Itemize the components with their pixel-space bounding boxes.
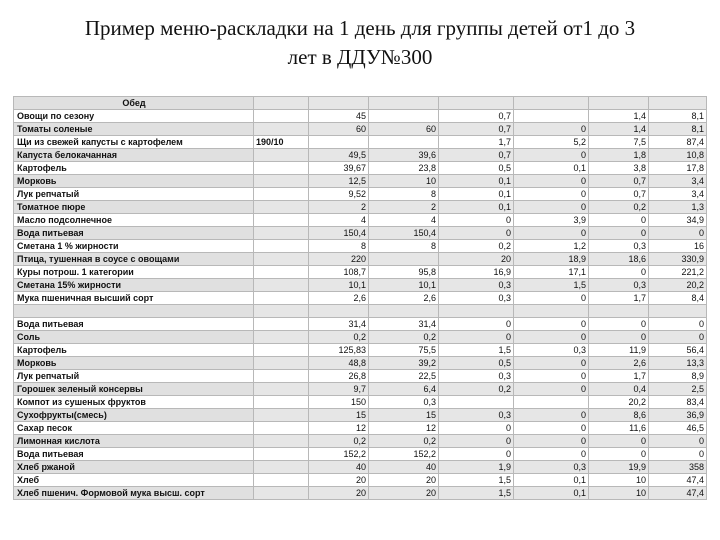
table-row	[14, 461, 707, 474]
row-value-cell	[514, 110, 589, 123]
row-value-cell: 0	[589, 318, 649, 331]
row-value-cell: 0,2	[309, 331, 369, 344]
table-row	[14, 188, 707, 201]
row-value-cell: 358	[649, 461, 707, 474]
row-value-cell: 0	[589, 435, 649, 448]
row-value-cell: 0	[649, 318, 707, 331]
row-value-cell: 0,4	[589, 383, 649, 396]
row-value-cell: 19,9	[589, 461, 649, 474]
row-value-cell: 11,9	[589, 344, 649, 357]
row-value-cell	[254, 435, 309, 448]
row-value-cell: 220	[309, 253, 369, 266]
row-value-cell	[254, 240, 309, 253]
row-value-cell: 10,8	[649, 149, 707, 162]
row-value-cell: 0	[514, 175, 589, 188]
row-value-cell: 0,3	[514, 461, 589, 474]
row-value-cell: 9,52	[309, 188, 369, 201]
row-value-cell: 0	[439, 448, 514, 461]
row-value-cell	[254, 396, 309, 409]
row-value-cell: 16	[649, 240, 707, 253]
row-name-cell: Щи из свежей капусты с картофелем	[14, 136, 254, 149]
row-value-cell	[254, 331, 309, 344]
row-value-cell: 56,4	[649, 344, 707, 357]
row-value-cell: 0	[514, 357, 589, 370]
table-row	[14, 305, 707, 318]
row-value-cell: 0,1	[514, 162, 589, 175]
row-value-cell: 0	[439, 227, 514, 240]
row-value-cell: 4	[369, 214, 439, 227]
row-value-cell: 95,8	[369, 266, 439, 279]
row-value-cell: 47,4	[649, 487, 707, 500]
row-value-cell: 15	[309, 409, 369, 422]
row-value-cell: 1,4	[589, 110, 649, 123]
row-value-cell: 40	[369, 461, 439, 474]
row-value-cell: 20	[309, 487, 369, 500]
row-value-cell: 6,4	[369, 383, 439, 396]
row-value-cell: 60	[309, 123, 369, 136]
row-value-cell: 8,1	[649, 123, 707, 136]
row-name-cell: Лук репчатый	[14, 370, 254, 383]
row-value-cell: 0	[439, 331, 514, 344]
row-value-cell: 0,2	[369, 435, 439, 448]
table-row	[14, 279, 707, 292]
row-value-cell: 0	[514, 123, 589, 136]
row-value-cell: 0	[589, 266, 649, 279]
row-name-cell: Морковь	[14, 357, 254, 370]
row-value-cell	[254, 422, 309, 435]
row-value-cell: 0	[514, 227, 589, 240]
row-value-cell: 0,3	[589, 279, 649, 292]
row-value-cell: 13,3	[649, 357, 707, 370]
row-value-cell: 0,2	[439, 383, 514, 396]
row-value-cell: 221,2	[649, 266, 707, 279]
page-title	[0, 14, 720, 72]
row-value-cell: 1,3	[649, 201, 707, 214]
row-name-cell: Сахар песок	[14, 422, 254, 435]
row-value-cell: 0,7	[439, 110, 514, 123]
row-value-cell: 0,7	[439, 123, 514, 136]
row-value-cell: 8	[369, 240, 439, 253]
row-value-cell	[309, 305, 369, 318]
row-name-cell: Вода питьевая	[14, 318, 254, 331]
row-value-cell: 0,3	[589, 240, 649, 253]
row-value-cell: 18,6	[589, 253, 649, 266]
row-name-cell: Горошек зеленый консервы	[14, 383, 254, 396]
row-value-cell: 18,9	[514, 253, 589, 266]
row-value-cell: 0	[514, 409, 589, 422]
row-value-cell: 0	[514, 201, 589, 214]
row-value-cell: 12	[309, 422, 369, 435]
row-value-cell: 8,4	[649, 292, 707, 305]
row-value-cell: 0	[514, 292, 589, 305]
table-row	[14, 175, 707, 188]
row-name-cell: Морковь	[14, 175, 254, 188]
row-value-cell	[254, 227, 309, 240]
row-value-cell	[254, 279, 309, 292]
row-value-cell: 2	[369, 201, 439, 214]
table-row	[14, 266, 707, 279]
row-value-cell	[254, 344, 309, 357]
row-name-cell: Овощи по сезону	[14, 110, 254, 123]
row-name-cell: Хлеб ржаной	[14, 461, 254, 474]
row-name-cell: Томатное пюре	[14, 201, 254, 214]
row-value-cell: 0	[514, 331, 589, 344]
row-value-cell: 1,5	[439, 474, 514, 487]
row-value-cell: 0,7	[439, 149, 514, 162]
row-name-cell: Картофель	[14, 344, 254, 357]
table-row	[14, 136, 707, 149]
row-value-cell: 108,7	[309, 266, 369, 279]
row-value-cell: 2	[309, 201, 369, 214]
row-value-cell	[254, 149, 309, 162]
row-value-cell: 9,7	[309, 383, 369, 396]
row-value-cell: 20	[369, 487, 439, 500]
row-value-cell	[254, 370, 309, 383]
row-value-cell	[254, 175, 309, 188]
row-value-cell: 23,8	[369, 162, 439, 175]
row-value-cell	[369, 110, 439, 123]
row-value-cell	[254, 123, 309, 136]
row-value-cell: 10,1	[309, 279, 369, 292]
row-value-cell: 48,8	[309, 357, 369, 370]
row-value-cell: 1,5	[514, 279, 589, 292]
row-value-cell: 0	[589, 214, 649, 227]
row-value-cell	[254, 318, 309, 331]
row-value-cell: 39,6	[369, 149, 439, 162]
row-value-cell	[254, 305, 309, 318]
row-value-cell: 0,1	[514, 474, 589, 487]
row-value-cell: 152,2	[369, 448, 439, 461]
row-value-cell: 190/10	[254, 136, 309, 149]
row-value-cell: 11,6	[589, 422, 649, 435]
row-name-cell: Сухофрукты(смесь)	[14, 409, 254, 422]
row-value-cell: 26,8	[309, 370, 369, 383]
row-value-cell: 10	[369, 175, 439, 188]
row-value-cell	[254, 188, 309, 201]
row-value-cell: 0	[514, 370, 589, 383]
row-value-cell: 0,2	[589, 201, 649, 214]
row-name-cell	[14, 305, 254, 318]
row-value-cell: 1,4	[589, 123, 649, 136]
row-value-cell: 0	[514, 448, 589, 461]
table-row	[14, 214, 707, 227]
row-name-cell: Вода питьевая	[14, 227, 254, 240]
row-value-cell: 20,2	[649, 279, 707, 292]
row-value-cell	[254, 253, 309, 266]
row-value-cell	[254, 292, 309, 305]
row-value-cell: 150,4	[309, 227, 369, 240]
row-value-cell: 31,4	[309, 318, 369, 331]
row-value-cell: 0	[439, 422, 514, 435]
row-value-cell: 5,2	[514, 136, 589, 149]
row-value-cell	[514, 396, 589, 409]
menu-table	[13, 96, 707, 500]
row-name-cell: Сметана 1 % жирности	[14, 240, 254, 253]
row-value-cell: 8	[309, 240, 369, 253]
row-value-cell	[514, 305, 589, 318]
row-value-cell: 8,9	[649, 370, 707, 383]
row-value-cell: 1,7	[589, 292, 649, 305]
row-value-cell: 40	[309, 461, 369, 474]
row-value-cell: 16,9	[439, 266, 514, 279]
table-row	[14, 396, 707, 409]
row-value-cell: 75,5	[369, 344, 439, 357]
row-value-cell: 87,4	[649, 136, 707, 149]
row-name-cell: Лимонная кислота	[14, 435, 254, 448]
row-value-cell: 3,8	[589, 162, 649, 175]
row-value-cell: 45	[309, 110, 369, 123]
row-value-cell: 39,2	[369, 357, 439, 370]
table-row	[14, 331, 707, 344]
row-value-cell: 1,7	[589, 370, 649, 383]
row-value-cell: 150	[309, 396, 369, 409]
row-value-cell: 0,3	[439, 409, 514, 422]
row-value-cell: 0,2	[369, 331, 439, 344]
row-value-cell: 0	[514, 318, 589, 331]
menu-spreadsheet	[13, 96, 706, 526]
table-row	[14, 344, 707, 357]
table-row	[14, 240, 707, 253]
row-value-cell: 0,3	[439, 292, 514, 305]
row-value-cell	[589, 305, 649, 318]
row-value-cell: 2,6	[589, 357, 649, 370]
row-value-cell: 0	[649, 331, 707, 344]
row-value-cell: 0	[439, 214, 514, 227]
row-value-cell: 17,1	[514, 266, 589, 279]
table-row	[14, 292, 707, 305]
row-value-cell: 8,1	[649, 110, 707, 123]
row-value-cell: 330,9	[649, 253, 707, 266]
row-value-cell: 31,4	[369, 318, 439, 331]
row-value-cell	[439, 305, 514, 318]
row-value-cell: 0,1	[439, 188, 514, 201]
row-value-cell: 0	[649, 435, 707, 448]
row-value-cell: 2,5	[649, 383, 707, 396]
row-value-cell	[254, 201, 309, 214]
table-row	[14, 435, 707, 448]
table-row	[14, 201, 707, 214]
row-value-cell: 10	[589, 487, 649, 500]
row-value-cell	[309, 136, 369, 149]
row-value-cell: 0,7	[589, 175, 649, 188]
row-value-cell: 152,2	[309, 448, 369, 461]
row-value-cell: 0,1	[439, 201, 514, 214]
row-name-cell: Капуста белокачанная	[14, 149, 254, 162]
title-line-2: лет в ДДУ№300	[287, 45, 433, 69]
row-value-cell: 8,6	[589, 409, 649, 422]
table-row	[14, 409, 707, 422]
row-name-cell: Лук репчатый	[14, 188, 254, 201]
row-value-cell: 0,5	[439, 162, 514, 175]
header-cell: Обед	[14, 97, 254, 110]
row-name-cell: Томаты соленые	[14, 123, 254, 136]
row-name-cell: Хлеб	[14, 474, 254, 487]
row-value-cell: 12,5	[309, 175, 369, 188]
row-value-cell	[254, 487, 309, 500]
row-value-cell: 0	[514, 422, 589, 435]
row-value-cell: 60	[369, 123, 439, 136]
row-value-cell: 47,4	[649, 474, 707, 487]
row-value-cell: 0	[514, 188, 589, 201]
row-name-cell: Масло подсолнечное	[14, 214, 254, 227]
row-value-cell: 2,6	[309, 292, 369, 305]
row-value-cell: 3,4	[649, 188, 707, 201]
row-name-cell: Вода питьевая	[14, 448, 254, 461]
row-value-cell: 0	[649, 448, 707, 461]
row-value-cell	[369, 253, 439, 266]
row-name-cell: Мука пшеничная высший сорт	[14, 292, 254, 305]
row-value-cell: 8	[369, 188, 439, 201]
row-name-cell: Хлеб пшенич. Формовой мука высш. сорт	[14, 487, 254, 500]
row-value-cell	[369, 136, 439, 149]
table-row	[14, 370, 707, 383]
row-value-cell: 0	[514, 149, 589, 162]
row-name-cell: Соль	[14, 331, 254, 344]
row-value-cell	[254, 383, 309, 396]
row-value-cell: 0	[589, 331, 649, 344]
row-value-cell: 0	[439, 435, 514, 448]
row-name-cell: Куры потрош. 1 категории	[14, 266, 254, 279]
row-name-cell: Птица, тушенная в соусе с овощами	[14, 253, 254, 266]
row-value-cell: 10,1	[369, 279, 439, 292]
row-value-cell: 0	[589, 227, 649, 240]
row-value-cell: 0	[439, 318, 514, 331]
row-value-cell: 0,2	[439, 240, 514, 253]
row-value-cell: 0	[514, 435, 589, 448]
table-row	[14, 162, 707, 175]
table-row	[14, 357, 707, 370]
row-value-cell: 1,8	[589, 149, 649, 162]
table-row	[14, 123, 707, 136]
row-value-cell: 46,5	[649, 422, 707, 435]
row-value-cell: 0,1	[514, 487, 589, 500]
row-value-cell: 0,3	[439, 370, 514, 383]
row-value-cell: 125,83	[309, 344, 369, 357]
row-name-cell: Компот из сушеных фруктов	[14, 396, 254, 409]
row-value-cell	[254, 461, 309, 474]
row-value-cell	[254, 474, 309, 487]
row-value-cell: 7,5	[589, 136, 649, 149]
table-row	[14, 487, 707, 500]
table-row	[14, 448, 707, 461]
row-value-cell: 34,9	[649, 214, 707, 227]
row-value-cell: 36,9	[649, 409, 707, 422]
row-name-cell: Картофель	[14, 162, 254, 175]
table-row	[14, 253, 707, 266]
row-value-cell: 3,4	[649, 175, 707, 188]
row-value-cell: 1,5	[439, 487, 514, 500]
row-value-cell: 2,6	[369, 292, 439, 305]
row-value-cell: 39,67	[309, 162, 369, 175]
row-value-cell: 1,7	[439, 136, 514, 149]
table-header-row	[14, 97, 707, 110]
row-value-cell	[254, 448, 309, 461]
table-row	[14, 110, 707, 123]
row-value-cell: 83,4	[649, 396, 707, 409]
title-line-1: Пример меню-раскладки на 1 день для группы детей от1 до 3	[84, 16, 636, 40]
row-value-cell: 1,2	[514, 240, 589, 253]
row-value-cell	[254, 214, 309, 227]
row-value-cell	[254, 162, 309, 175]
row-value-cell: 20	[439, 253, 514, 266]
row-value-cell: 4	[309, 214, 369, 227]
row-value-cell: 0	[514, 383, 589, 396]
row-value-cell	[649, 305, 707, 318]
table-row	[14, 149, 707, 162]
row-value-cell	[254, 110, 309, 123]
table-row	[14, 474, 707, 487]
row-value-cell: 20	[369, 474, 439, 487]
row-value-cell: 20	[309, 474, 369, 487]
row-value-cell	[439, 396, 514, 409]
row-value-cell: 0,1	[439, 175, 514, 188]
row-value-cell: 0,3	[369, 396, 439, 409]
table-row	[14, 227, 707, 240]
row-value-cell	[254, 266, 309, 279]
row-value-cell: 10	[589, 474, 649, 487]
row-value-cell: 1,5	[439, 344, 514, 357]
row-value-cell: 0	[589, 448, 649, 461]
row-value-cell: 0,5	[439, 357, 514, 370]
row-value-cell	[254, 357, 309, 370]
row-value-cell: 22,5	[369, 370, 439, 383]
table-row	[14, 383, 707, 396]
row-value-cell: 49,5	[309, 149, 369, 162]
row-value-cell: 17,8	[649, 162, 707, 175]
row-value-cell: 150,4	[369, 227, 439, 240]
row-value-cell: 15	[369, 409, 439, 422]
row-value-cell: 3,9	[514, 214, 589, 227]
row-value-cell	[254, 409, 309, 422]
row-value-cell: 1,9	[439, 461, 514, 474]
row-value-cell: 12	[369, 422, 439, 435]
row-value-cell	[369, 305, 439, 318]
table-row	[14, 318, 707, 331]
row-value-cell: 0,3	[514, 344, 589, 357]
row-value-cell: 0,3	[439, 279, 514, 292]
row-value-cell: 0	[649, 227, 707, 240]
table-row	[14, 422, 707, 435]
row-value-cell: 20,2	[589, 396, 649, 409]
row-value-cell: 0,7	[589, 188, 649, 201]
row-name-cell: Сметана 15% жирности	[14, 279, 254, 292]
row-value-cell: 0,2	[309, 435, 369, 448]
